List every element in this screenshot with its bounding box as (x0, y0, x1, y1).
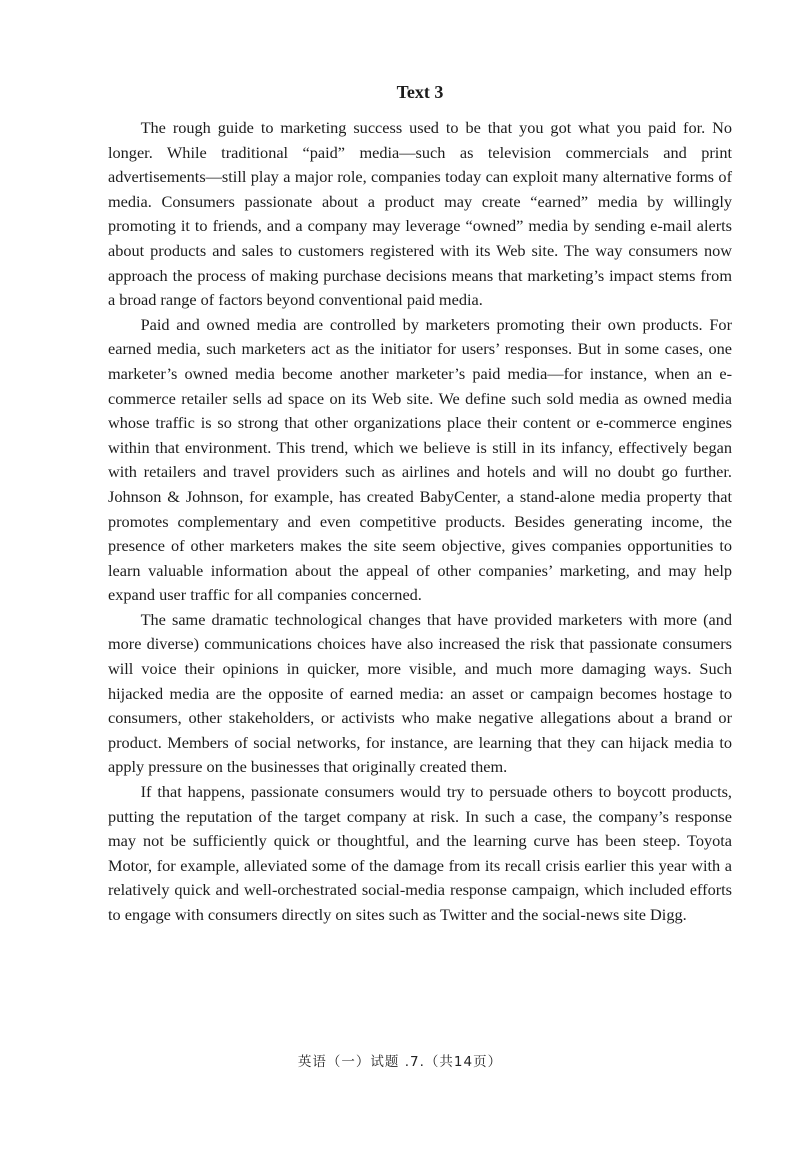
document-page (108, 78, 732, 928)
text-title: Text 3 (396, 82, 444, 102)
page-footer: 英语（一）试题 .7.（共14页） (297, 1054, 503, 1070)
paragraph-4: If that happens, passionate consumers would try to persuade others to boycott products, putting the reputation of the target company at risk. In such a case, the company’s response may not be sufficiently quick or thoughtful, and the learning curve has been steep. Toyota Motor, for example, alleviated some of the damage from its recall crisis earlier this year with a relatively quick and well-orchestrated social-media response campaign, which included efforts to engage with consumers directly on sites such as Twitter and the social-news site Digg. (108, 782, 732, 924)
paragraph-2: Paid and owned media are controlled by marketers promoting their own products. For earned media, such marketers act as the initiator for users’ responses. But in some cases, one marketer’s owned media become another marketer’s paid media—for instance, when an e-commerce retailer sells ad space on its Web site. We define such sold media as owned media whose traffic is so strong that other organizations place their content or e-commerce engines within that environment. This trend, which we believe is still in its infancy, effectively began with retailers and travel providers such as airlines and hotels and will no doubt go further. Johnson & Johnson, for example, has created BabyCenter, a stand-alone media property that promotes complementary and even competitive products. Besides generating income, the presence of other marketers makes the site seem objective, gives companies opportunities to learn valuable information about the appeal of other companies’ marketing, and may help expand user traffic for all companies concerned. (108, 314, 732, 605)
paragraph-3: The same dramatic technological changes that have provided marketers with more (and more diverse) communications choices have also increased the risk that passionate consumers will voice their opinions in quicker, more visible, and much more damaging ways. Such hijacked media are the opposite of earned media: an asset or campaign becomes hostage to consumers, other stakeholders, or activists who make negative allegations about a brand or product. Members of social networks, for instance, are learning that they can hijack media to apply pressure on the businesses that originally created them. (108, 609, 732, 777)
paragraph-1: The rough guide to marketing success used to be that you got what you paid for. No longer. While traditional “paid” media—such as television commercials and print advertisements—still play a major role, companies today can exploit many alternative forms of media. Consumers passionate about a product may create “earned” media by willingly promoting it to friends, and a company may leverage “owned” media by sending e-mail alerts about products and sales to customers registered with its Web site. The way consumers now approach the process of making purchase decisions means that marketing’s impact stems from a broad range of factors beyond conventional paid media. (108, 118, 732, 310)
